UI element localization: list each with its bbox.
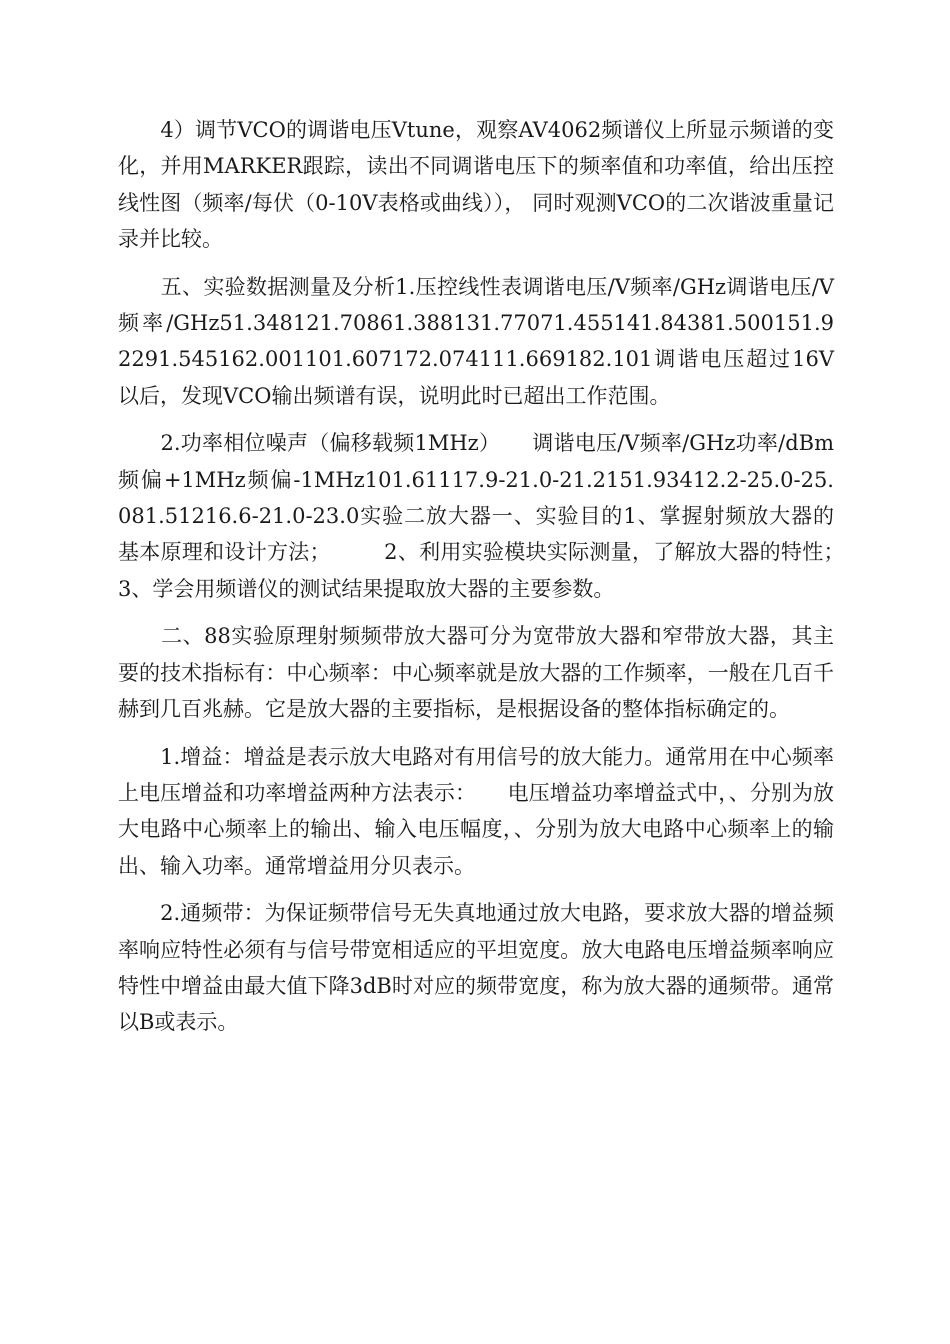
paragraph-amplifier-principle: 二、88实验原理射频频带放大器可分为宽带放大器和窄带放大器，其主要的技术指标有：中心频率：中心频率就是放大器的工作频率，一般在几百千赫到几百兆赫。它是放大器的主要指标，是根据设备的整体指标确定的。 bbox=[118, 624, 834, 722]
paragraph-bandwidth: 2.通频带：为保证频带信号无失真地通过放大电路，要求放大器的增益频率响应特性必须有与信号带宽相适应的平坦宽度。放大电路电压增益频率响应特性中增益由最大值下降3dB时对应的频带宽度，称为放大器的通频带。通常以B或表示。 bbox=[118, 901, 834, 1035]
paragraph-measurement-analysis: 五、实验数据测量及分析1.压控线性表调谐电压/V频率/GHz调谐电压/V频率/GHz51.348121.70861.388131.77071.455141.84381.500151.92291.545162.001101.607172.074111.669182.101调谐电压超过16V以后，发现VCO输出频谱有误，说明此时已超出工作范围。 bbox=[118, 274, 834, 408]
paragraph-phase-noise-and-objectives: 2.功率相位噪声（偏移载频1MHz） 调谐电压/V频率/GHz功率/dBm频偏+1MHz频偏-1MHz101.61117.9-21.0-21.2151.93412.2-25.0-25.081.51216.6-21.0-23.0实验二放大器一、实验目的1、掌握射频放大器的基本原理和设计方法； 2、利用实验模块实际测量，了解放大器的特性； 3、学会用频谱仪的测试结果提取放大器的主要参数。 bbox=[118, 431, 897, 601]
paragraph-vco-tuning-step: 4）调节VCO的调谐电压Vtune，观察AV4062频谱仪上所显示频谱的变化，并用MARKER跟踪，读出不同调谐电压下的频率值和功率值，给出压控线性图（频率/每伏（0-10V表格或曲线））， 同时观测VCO的二次谐波重量记录并比较。 bbox=[118, 118, 834, 252]
paragraph-gain: 1.增益：增益是表示放大电路对有用信号的放大能力。通常用在中心频率上电压增益和功率增益两种方法表示： 电压增益功率增益式中，、分别为放大电路中心频率上的输出、输入电压幅度，、分别为放大电路中心频率上的输出、输入功率。通常增益用分贝表示。 bbox=[118, 744, 834, 878]
document-body bbox=[118, 112, 897, 1052]
